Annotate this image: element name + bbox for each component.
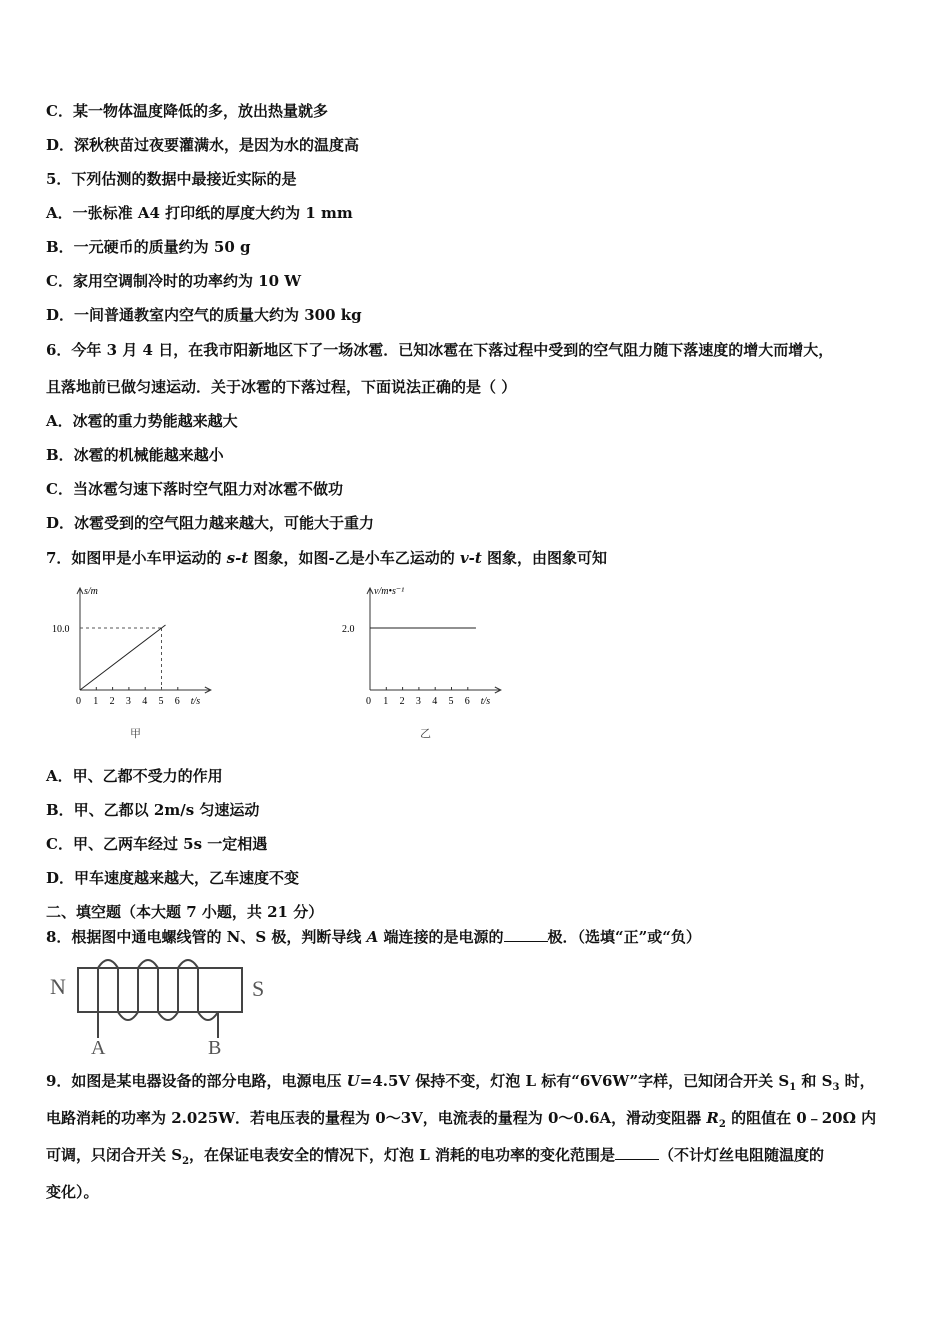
label-s: S [252,976,265,1001]
chart-yi-title: 乙 [420,728,431,740]
q6-option-d: D．冰雹受到的空气阻力越来越大，可能大于重力 [46,514,375,532]
chart-yi-x-tick-label: 5 [448,696,454,707]
chart-jia-st-graph [40,578,220,748]
chart-yi-x-tick-label: 1 [383,696,389,707]
q6-option-b: B．冰雹的机械能越来越小 [46,446,224,464]
q7-option-d: D．甲车速度越来越大，乙车速度不变 [46,869,300,887]
chart-jia-x-tick-label: 1 [93,696,99,707]
chart-yi-x-tick-label: 6 [464,696,470,707]
solenoid-core [78,968,242,1012]
chart-jia-x-tick-label: 3 [125,696,131,707]
chart-jia-y-tick-label: 10.0 [52,624,70,635]
q7-option-b: B．甲、乙都以 2m/s 匀速运动 [46,801,260,819]
q4-option-d: D．深秋秧苗过夜要灌满水，是因为水的温度高 [46,136,360,154]
q7-option-c: C．甲、乙两车经过 5s 一定相遇 [46,835,268,853]
q9-answer-blank[interactable] [615,1145,659,1160]
q6-option-a: A．冰雹的重力势能越来越大 [46,412,238,430]
q7-option-a: A．甲、乙都不受力的作用 [46,767,223,785]
chart-jia-x-tick-label: 4 [142,696,148,707]
label-n: N [50,974,66,999]
q9-line4: 变化）。 [46,1183,99,1201]
section-heading-fill-in: 二、填空题（本大题 7 小题，共 21 分） [46,903,324,921]
q9-line2: 电路消耗的功率为 2.025W．若电压表的量程为 0～3V，电流表的量程为 0～0.6A，滑动变阻器 $R_2$ 的阻值在 0﹣20Ω 内 [46,1109,877,1130]
chart-yi-y-label: v/m•s⁻¹ [374,586,405,597]
q9-line1: 9．如图是某电器设备的部分电路，电源电压 U=4.5V 保持不变，灯泡 L 标有“6V6W”字样，已知闭合开关 $S_1$ 和 $S_3$ 时， [46,1072,875,1093]
q7-stem: 7．如图甲是小车甲运动的 s-t 图象，如图-乙是小车乙运动的 v-t 图象，由图象可知 [46,549,608,567]
chart-yi-x-tick-label: 4 [432,696,438,707]
chart-jia-x-tick-label: 2 [109,696,115,707]
solenoid-figure [40,958,280,1058]
q5-option-b: B．一元硬币的质量约为 50 g [46,238,251,256]
chart-yi-y-tick-label: 2.0 [342,624,355,635]
q8-answer-blank[interactable] [504,927,548,942]
chart-yi-x-tick-label: 2 [399,696,405,707]
chart-jia-y-label: s/m [84,586,98,597]
label-a: A [91,1037,106,1058]
chart-yi-x-tick-label: 3 [415,696,421,707]
chart-jia-x-tick-label: 0 [76,696,81,707]
chart-yi-x-label: t/s [480,696,491,707]
q9-line3: 可调，只闭合开关 $S_2$，在保证电表安全的情况下，灯泡 L 消耗的电功率的变化范围是 （不计灯丝电阻随温度的 [46,1146,825,1167]
q5-option-d: D．一间普通教室内空气的质量大约为 300 kg [46,306,362,324]
solenoid-coil [98,960,218,1038]
chart-jia-x-tick-label: 5 [158,696,164,707]
q6-stem-line1: 6．今年 3 月 4 日，在我市阳新地区下了一场冰雹．已知冰雹在下落过程中受到的空气阻力随下落速度的增大而增大， [46,341,834,359]
chart-jia-x-tick-label: 6 [174,696,180,707]
chart-jia-x-label: t/s [190,696,201,707]
q4-option-c: C．某一物体温度降低的多，放出热量就多 [46,102,328,120]
chart-yi-vt-graph [330,578,520,748]
label-b: B [208,1037,222,1058]
q5-option-a: A．一张标准 A4 打印纸的厚度大约为 1 mm [46,204,353,222]
q6-option-c: C．当冰雹匀速下落时空气阻力对冰雹不做功 [46,480,343,498]
q5-option-c: C．家用空调制冷时的功率约为 10 W [46,272,302,290]
q6-stem-line2: 且落地前已做匀速运动．关于冰雹的下落过程，下面说法正确的是（ ） [46,378,517,396]
q5-stem: 5．下列估测的数据中最接近实际的是 [46,170,297,188]
q8-stem: 8．根据图中通电螺线管的 N、S 极，判断导线 A 端连接的是电源的 极．（选填“正”或“负） [46,928,701,946]
chart-jia-title: 甲 [130,728,141,740]
chart-yi-x-tick-label: 0 [366,696,371,707]
chart-jia-series-line [80,625,166,690]
